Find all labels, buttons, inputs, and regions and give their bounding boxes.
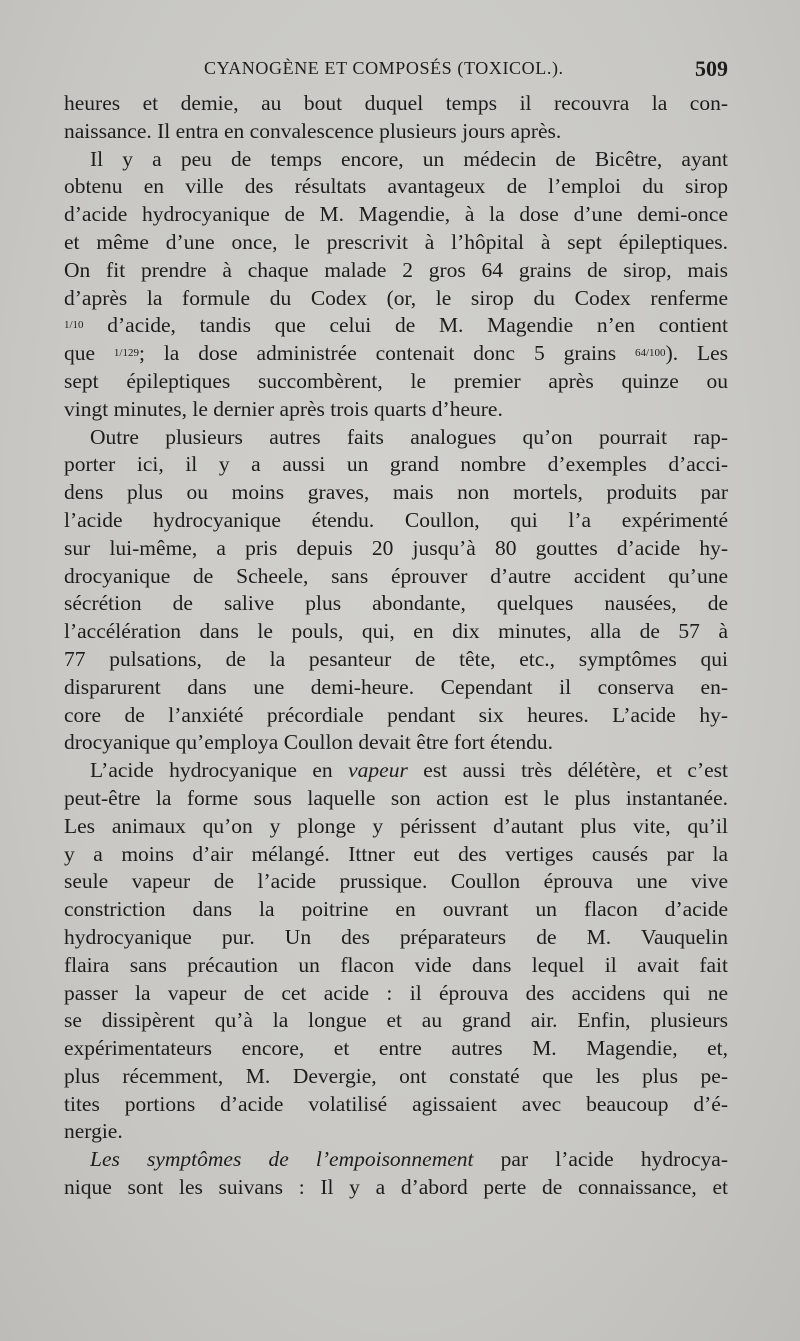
text-line — [64, 1007, 728, 1035]
text-segment: Les animaux qu’on y plonge y périssent d’autant plus vite, qu’il — [64, 813, 728, 838]
text-line — [64, 1118, 728, 1146]
text-line — [64, 1091, 728, 1119]
text-line — [64, 201, 728, 229]
text-segment: se dissipèrent qu’à la longue et au grand air. Enfin, plusieurs — [64, 1008, 728, 1033]
text-line — [64, 340, 728, 368]
text-segment: drocyanique qu’employa Coullon devait être fort étendu. — [64, 730, 553, 755]
text-segment: sécrétion de salive plus abondante, quelques nausées, de — [64, 591, 728, 616]
text-line — [64, 396, 728, 424]
text-segment: core de l’anxiété précordiale pendant six heures. L’acide hy- — [64, 702, 728, 727]
text-segment: dens plus ou moins graves, mais non mortels, produits par — [64, 480, 728, 505]
text-line — [64, 90, 728, 118]
text-segment: naissance. Il entra en convalescence plusieurs jours après. — [64, 118, 562, 143]
text-line — [64, 841, 728, 869]
page-header — [64, 58, 728, 88]
text-segment: d’après la formule du Codex (or, le sirop du Codex renferme — [64, 285, 728, 310]
text-segment: est aussi très délétère, et c’est — [407, 758, 728, 783]
text-segment: On fit prendre à chaque malade 2 gros 64 grains de sirop, mais — [64, 257, 728, 282]
text-line — [64, 1063, 728, 1091]
fraction: 1/10 — [64, 319, 84, 332]
text-segment: l’acide hydrocyanique étendu. Coullon, qui l’a expérimenté — [64, 507, 728, 532]
running-head: CYANOGÈNE ET COMPOSÉS (TOXICOL.). — [204, 58, 564, 78]
text-segment: constriction dans la poitrine en ouvrant un flacon d’acide — [64, 897, 728, 922]
text-segment: vingt minutes, le dernier après trois quarts d’heure. — [64, 396, 503, 421]
text-segment: sept épileptiques succombèrent, le premier après quinze ou — [64, 368, 728, 393]
text-line — [64, 507, 728, 535]
text-line — [64, 924, 728, 952]
text-line — [64, 146, 728, 174]
fraction: 1/129 — [113, 347, 139, 360]
text-segment: 77 pulsations, de la pesanteur de tête, etc., symptômes qui — [64, 646, 728, 671]
text-segment: l’accélération dans le pouls, qui, en dix minutes, alla de 57 à — [64, 619, 728, 644]
text-line — [64, 424, 728, 452]
text-line — [64, 980, 728, 1008]
text-segment: passer la vapeur de cet acide : il éprouva des accidens qui ne — [64, 980, 728, 1005]
text-segment: nique sont les suivans : Il y a d’abord perte de connaissance, et — [64, 1175, 728, 1200]
text-segment: L’acide hydrocyanique en — [90, 758, 349, 783]
text-segment: obtenu en ville des résultats avantageux de l’emploi du sirop — [64, 174, 728, 199]
text-line — [64, 451, 728, 479]
body-text — [64, 90, 728, 1202]
text-line — [64, 590, 728, 618]
text-line — [64, 257, 728, 285]
text-line — [64, 618, 728, 646]
text-line — [64, 646, 728, 674]
text-segment: sur lui-même, a pris depuis 20 jusqu’à 80 gouttes d’acide hy- — [64, 535, 728, 560]
text-line — [64, 896, 728, 924]
fraction: 64/100 — [635, 347, 666, 360]
text-line — [64, 868, 728, 896]
text-segment: ; la dose administrée contenait donc 5 grains — [138, 341, 635, 366]
text-segment: y a moins d’air mélangé. Ittner eut des vertiges causés par la — [64, 841, 728, 866]
text-segment: porter ici, il y a aussi un grand nombre d’exemples d’acci- — [64, 452, 728, 477]
text-line — [64, 1035, 728, 1063]
text-segment: flaira sans précaution un flacon vide dans lequel il avait fait — [64, 952, 728, 977]
text-segment: hydrocyanique pur. Un des préparateurs de M. Vauquelin — [64, 924, 728, 949]
text-segment: heures et demie, au bout duquel temps il recouvra la con- — [64, 91, 728, 115]
text-segment: nergie. — [64, 1119, 123, 1144]
text-line — [64, 479, 728, 507]
text-line — [64, 563, 728, 591]
text-line — [64, 757, 728, 785]
text-segment: expérimentateurs encore, et entre autres M. Magendie, et, — [64, 1036, 728, 1061]
text-segment: d’acide hydrocyanique de M. Magendie, à la dose d’une demi-once — [64, 202, 728, 227]
italic-text: Les symptômes de l’empoisonnement — [90, 1147, 474, 1172]
text-segment: d’acide, tandis que celui de M. Magendie n’en contient — [83, 313, 728, 338]
text-line — [64, 729, 728, 757]
text-line — [64, 312, 728, 340]
text-segment: drocyanique de Scheele, sans éprouver d’autre accident qu’une — [64, 563, 728, 588]
text-line — [64, 285, 728, 313]
text-line — [64, 229, 728, 257]
text-segment: plus récemment, M. Devergie, ont constaté que les plus pe- — [64, 1063, 728, 1088]
text-line — [64, 952, 728, 980]
text-segment: tites portions d’acide volatilisé agissaient avec beaucoup d’é- — [64, 1091, 728, 1116]
text-segment: et même d’une once, le prescrivit à l’hôpital à sept épileptiques. — [64, 229, 728, 254]
text-line — [64, 1174, 728, 1202]
text-segment: Outre plusieurs autres faits analogues qu’on pourrait rap- — [90, 424, 728, 449]
text-segment: que — [64, 341, 114, 366]
text-line — [64, 535, 728, 563]
text-line — [64, 785, 728, 813]
italic-text: vapeur — [348, 758, 408, 783]
text-line — [64, 702, 728, 730]
text-line — [64, 813, 728, 841]
text-line — [64, 674, 728, 702]
page-number: 509 — [695, 56, 728, 81]
text-segment: ). Les — [665, 341, 728, 366]
text-segment: disparurent dans une demi-heure. Cependant il conserva en- — [64, 674, 728, 699]
text-line — [64, 1146, 728, 1174]
text-line — [64, 368, 728, 396]
text-segment: seule vapeur de l’acide prussique. Coullon éprouva une vive — [64, 869, 728, 894]
text-segment: peut-être la forme sous laquelle son action est le plus instantanée. — [64, 785, 728, 810]
text-segment: Il y a peu de temps encore, un médecin de Bicêtre, ayant — [90, 146, 728, 171]
text-segment: par l’acide hydrocya- — [473, 1147, 728, 1172]
text-line — [64, 118, 728, 146]
text-line — [64, 173, 728, 201]
